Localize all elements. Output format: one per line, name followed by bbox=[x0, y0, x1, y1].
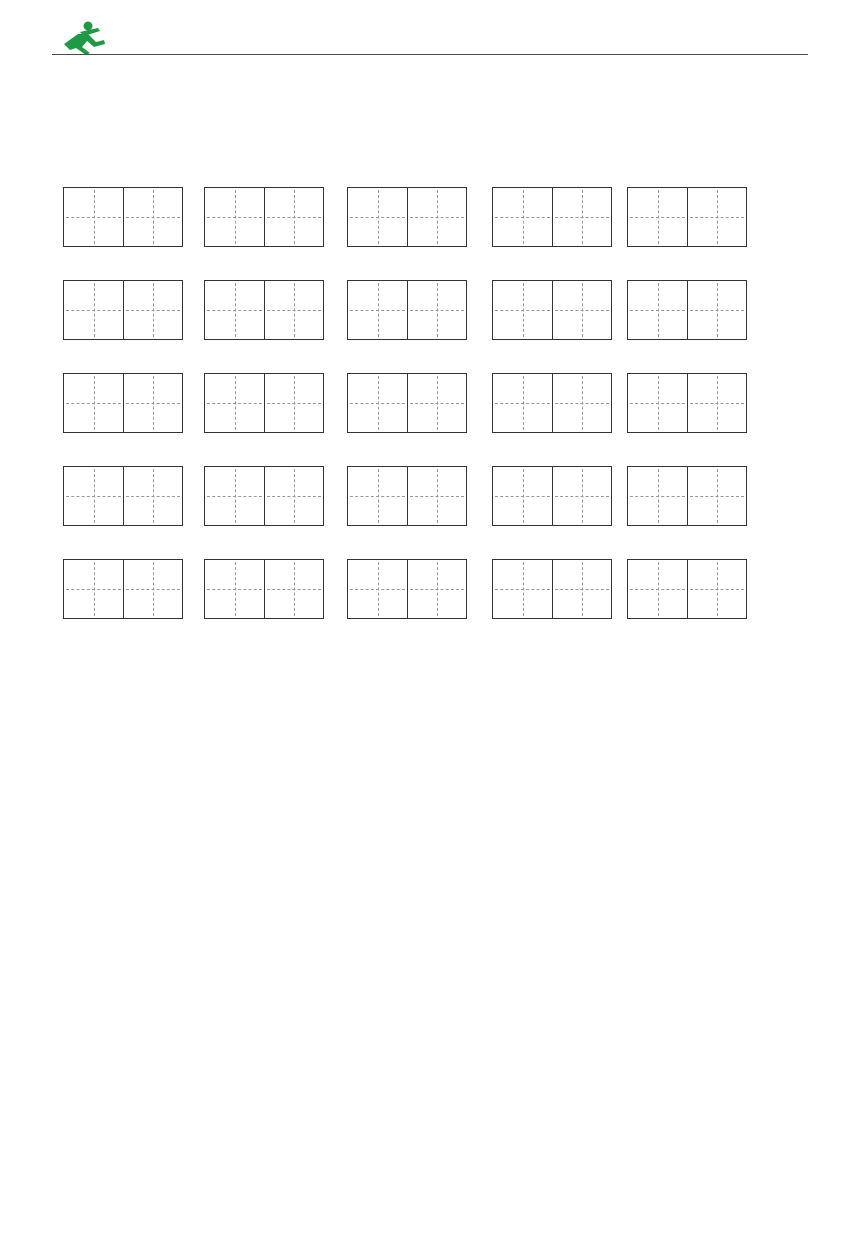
tianzi-cell[interactable] bbox=[552, 467, 611, 525]
tianzi-cell[interactable] bbox=[628, 281, 687, 339]
pinyin-word-item bbox=[492, 537, 632, 629]
writing-grid[interactable] bbox=[347, 373, 467, 433]
tianzi-cell[interactable] bbox=[205, 560, 264, 618]
pinyin-row bbox=[0, 165, 860, 257]
tianzi-cell[interactable] bbox=[64, 281, 123, 339]
header-divider bbox=[52, 54, 808, 55]
pinyin-row bbox=[0, 444, 860, 536]
tianzi-cell[interactable] bbox=[264, 188, 323, 246]
tianzi-cell[interactable] bbox=[407, 560, 466, 618]
writing-grid[interactable] bbox=[347, 466, 467, 526]
tianzi-cell[interactable] bbox=[64, 188, 123, 246]
tianzi-cell[interactable] bbox=[123, 560, 182, 618]
tianzi-cell[interactable] bbox=[348, 467, 407, 525]
writing-grid[interactable] bbox=[627, 373, 747, 433]
writing-grid[interactable] bbox=[347, 280, 467, 340]
pinyin-word-item bbox=[204, 444, 344, 536]
tianzi-cell[interactable] bbox=[123, 281, 182, 339]
tianzi-cell[interactable] bbox=[264, 467, 323, 525]
tianzi-cell[interactable] bbox=[493, 374, 552, 432]
pinyin-word-item bbox=[204, 165, 344, 257]
tianzi-cell[interactable] bbox=[493, 560, 552, 618]
tianzi-cell[interactable] bbox=[64, 467, 123, 525]
writing-grid[interactable] bbox=[627, 280, 747, 340]
tianzi-cell[interactable] bbox=[493, 467, 552, 525]
writing-grid[interactable] bbox=[204, 187, 324, 247]
pinyin-row bbox=[0, 258, 860, 350]
pinyin-word-item bbox=[63, 537, 203, 629]
writing-grid[interactable] bbox=[204, 373, 324, 433]
writing-grid[interactable] bbox=[492, 559, 612, 619]
tianzi-cell[interactable] bbox=[123, 467, 182, 525]
writing-grid[interactable] bbox=[492, 373, 612, 433]
pinyin-word-item bbox=[492, 444, 632, 536]
tianzi-cell[interactable] bbox=[687, 188, 746, 246]
pinyin-word-item bbox=[63, 444, 203, 536]
writing-grid[interactable] bbox=[204, 559, 324, 619]
tianzi-cell[interactable] bbox=[628, 188, 687, 246]
pinyin-row bbox=[0, 537, 860, 629]
writing-grid[interactable] bbox=[63, 280, 183, 340]
tianzi-cell[interactable] bbox=[123, 188, 182, 246]
pinyin-word-item bbox=[63, 351, 203, 443]
pinyin-word-item bbox=[627, 537, 767, 629]
writing-grid[interactable] bbox=[63, 559, 183, 619]
writing-grid[interactable] bbox=[627, 466, 747, 526]
writing-grid[interactable] bbox=[204, 466, 324, 526]
tianzi-cell[interactable] bbox=[628, 374, 687, 432]
pinyin-word-item bbox=[492, 258, 632, 350]
pinyin-word-item bbox=[204, 258, 344, 350]
tianzi-cell[interactable] bbox=[64, 374, 123, 432]
pinyin-word-item bbox=[204, 537, 344, 629]
pinyin-row bbox=[0, 351, 860, 443]
tianzi-cell[interactable] bbox=[264, 281, 323, 339]
tianzi-cell[interactable] bbox=[687, 560, 746, 618]
tianzi-cell[interactable] bbox=[205, 374, 264, 432]
tianzi-cell[interactable] bbox=[348, 281, 407, 339]
tianzi-cell[interactable] bbox=[264, 374, 323, 432]
tianzi-cell[interactable] bbox=[407, 281, 466, 339]
tianzi-cell[interactable] bbox=[552, 374, 611, 432]
tianzi-cell[interactable] bbox=[493, 188, 552, 246]
pinyin-word-item bbox=[347, 444, 487, 536]
pinyin-word-item bbox=[627, 258, 767, 350]
pinyin-word-item bbox=[627, 165, 767, 257]
tianzi-cell[interactable] bbox=[348, 374, 407, 432]
tianzi-cell[interactable] bbox=[205, 467, 264, 525]
tianzi-cell[interactable] bbox=[687, 281, 746, 339]
tianzi-cell[interactable] bbox=[552, 188, 611, 246]
tianzi-cell[interactable] bbox=[348, 188, 407, 246]
writing-grid[interactable] bbox=[347, 187, 467, 247]
tianzi-cell[interactable] bbox=[64, 560, 123, 618]
pinyin-word-item bbox=[347, 537, 487, 629]
pinyin-word-item bbox=[63, 165, 203, 257]
tianzi-cell[interactable] bbox=[628, 560, 687, 618]
tianzi-cell[interactable] bbox=[407, 467, 466, 525]
tianzi-cell[interactable] bbox=[205, 188, 264, 246]
tianzi-cell[interactable] bbox=[687, 467, 746, 525]
pinyin-word-item bbox=[347, 258, 487, 350]
writing-grid[interactable] bbox=[627, 187, 747, 247]
writing-grid[interactable] bbox=[63, 466, 183, 526]
pinyin-word-item bbox=[347, 165, 487, 257]
tianzi-cell[interactable] bbox=[264, 560, 323, 618]
tianzi-cell[interactable] bbox=[407, 188, 466, 246]
writing-grid[interactable] bbox=[63, 187, 183, 247]
tianzi-cell[interactable] bbox=[205, 281, 264, 339]
pinyin-word-item bbox=[204, 351, 344, 443]
pinyin-word-item bbox=[627, 351, 767, 443]
logo-runner-icon bbox=[58, 20, 228, 56]
tianzi-cell[interactable] bbox=[407, 374, 466, 432]
tianzi-cell[interactable] bbox=[552, 560, 611, 618]
pinyin-word-item bbox=[63, 258, 203, 350]
tianzi-cell[interactable] bbox=[493, 281, 552, 339]
pinyin-word-item bbox=[627, 444, 767, 536]
pinyin-word-item bbox=[347, 351, 487, 443]
writing-grid[interactable] bbox=[63, 373, 183, 433]
pinyin-word-item bbox=[492, 351, 632, 443]
writing-grid[interactable] bbox=[627, 559, 747, 619]
tianzi-cell[interactable] bbox=[552, 281, 611, 339]
writing-grid[interactable] bbox=[492, 187, 612, 247]
pinyin-word-item bbox=[492, 165, 632, 257]
tianzi-cell[interactable] bbox=[348, 560, 407, 618]
tianzi-cell[interactable] bbox=[123, 374, 182, 432]
writing-grid[interactable] bbox=[204, 280, 324, 340]
writing-grid[interactable] bbox=[492, 466, 612, 526]
writing-grid[interactable] bbox=[492, 280, 612, 340]
tianzi-cell[interactable] bbox=[628, 467, 687, 525]
tianzi-cell[interactable] bbox=[687, 374, 746, 432]
writing-grid[interactable] bbox=[347, 559, 467, 619]
